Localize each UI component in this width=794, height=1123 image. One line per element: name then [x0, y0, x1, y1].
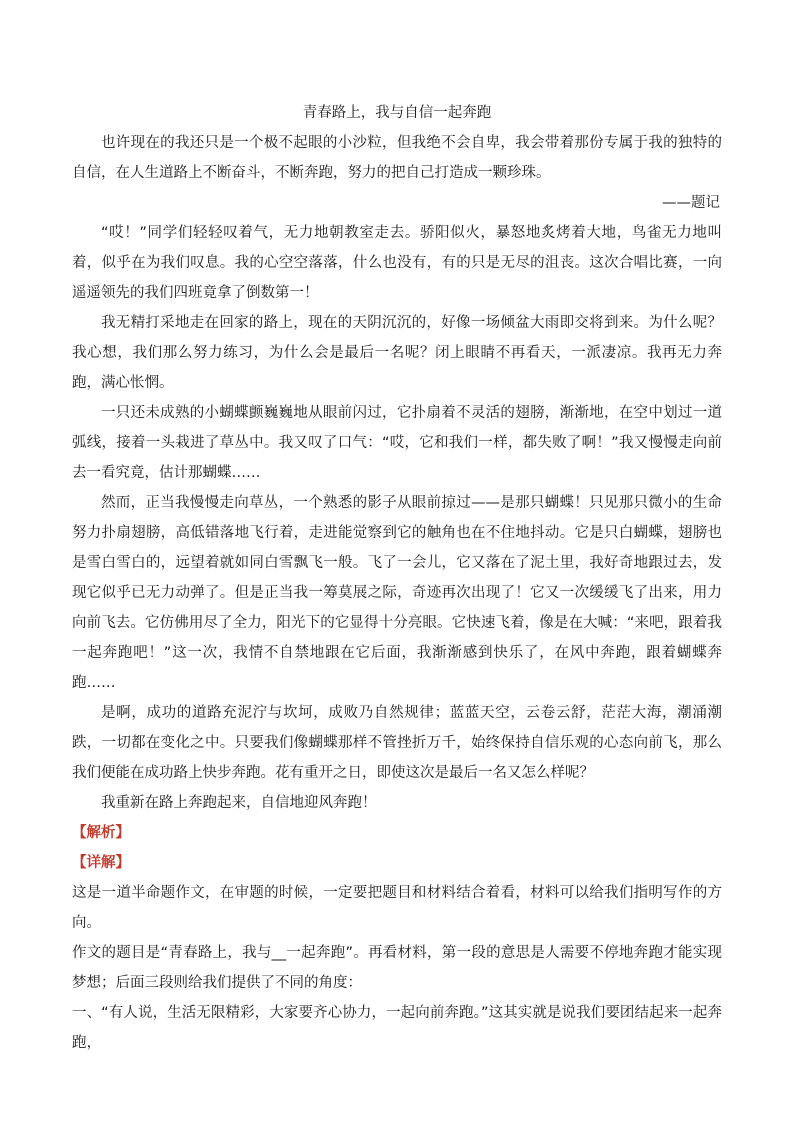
essay-paragraph: 我重新在路上奔跑起来，自信地迎风奔跑！ [101, 795, 377, 811]
essay-paragraph: 然而，正当我慢慢走向草丛，一个熟悉的影子从眼前掠过——是那只蝴蝶！只见那只微小的生命努力扑扇翅膀，高低错落地飞行着，走进能觉察到它的触角也在不住地抖动。它是只白蝴蝶，翅膀也是雪白雪白的，远望着就如同白雪飘飞一般。飞了一会儿，它又落在了泥土里，我好奇地跟过去，发现它似乎已无力动弹了。但是正当我一筹莫展之际，奇迹再次出现了！它又一次缓缓飞了出来，用力向前飞去。它仿佛用尽了全力，阳光下的它显得十分亮眼。它快速飞着，像是在大喊：“来吧，跟着我一起奔跑吧！”这一次，我情不自禁地跟在它后面，我渐渐感到快乐了，在风中奔跑，跟着蝴蝶奔跑…… [72, 495, 722, 691]
essay-paragraph: “哎！”同学们轻轻叹着气，无力地朝教室走去。骄阳似火，暴怒地炙烤着大地，鸟雀无力地叫着，似乎在为我们叹息。我的心空空落落，什么也没有，有的只是无尽的沮丧。这次合唱比赛，一向遥遥领先的我们四班竟拿了倒数第一！ [72, 225, 722, 301]
document-page [72, 98, 722, 1058]
essay-intro: 也许现在的我还只是一个极不起眼的小沙粒，但我绝不会自卑，我会带着那份专属于我的独特的自信，在人生道路上不断奋斗，不断奔跑，努力的把自己打造成一颗珍珠。 [72, 135, 722, 181]
intro-signature: ——题记 [662, 195, 720, 211]
essay-title: 青春路上，我与自信一起奔跑 [302, 105, 492, 121]
analysis-line: 这是一道半命题作文，在审题的时候，一定要把题目和材料结合着看，材料可以给我们指明写作的方向。 [72, 885, 722, 931]
essay-paragraph: 是啊，成功的道路充泥泞与坎坷，成败乃自然规律；蓝蓝天空，云卷云舒，茫茫大海，潮涌潮跌，一切都在变化之中。只要我们像蝴蝶那样不管挫折万千，始终保持自信乐观的心态向前飞，那么我们便能在成功路上快步奔跑。花有重开之日，即使这次是最后一名又怎么样呢？ [72, 705, 722, 781]
analysis-line: 一、“有人说，生活无限精彩，大家要齐心协力，一起向前奔跑。”这其实就是说我们要团结起来一起奔跑， [72, 1005, 722, 1051]
analysis-label: 【解析】 [72, 825, 130, 841]
essay-paragraph: 我无精打采地走在回家的路上，现在的天阴沉沉的，好像一场倾盆大雨即交将到来。为什么呢？我心想，我们那么努力练习，为什么会是最后一名呢？闭上眼睛不再看天，一派凄凉。我再无力奔跑，满心怅惘。 [72, 315, 722, 391]
analysis-line: 作文的题目是“青春路上，我与__一起奔跑”。再看材料，第一段的意思是人需要不停地奔跑才能实现梦想；后面三段则给我们提供了不同的角度： [72, 945, 722, 991]
detail-label: 【详解】 [72, 855, 130, 871]
essay-paragraph: 一只还未成熟的小蝴蝶颤巍巍地从眼前闪过，它扑扇着不灵活的翅膀，渐渐地，在空中划过一道弧线，接着一头栽进了草丛中。我又叹了口气：“哎，它和我们一样，都失败了啊！”我又慢慢走向前去一看究竟，估计那蝴蝶…… [72, 405, 722, 481]
